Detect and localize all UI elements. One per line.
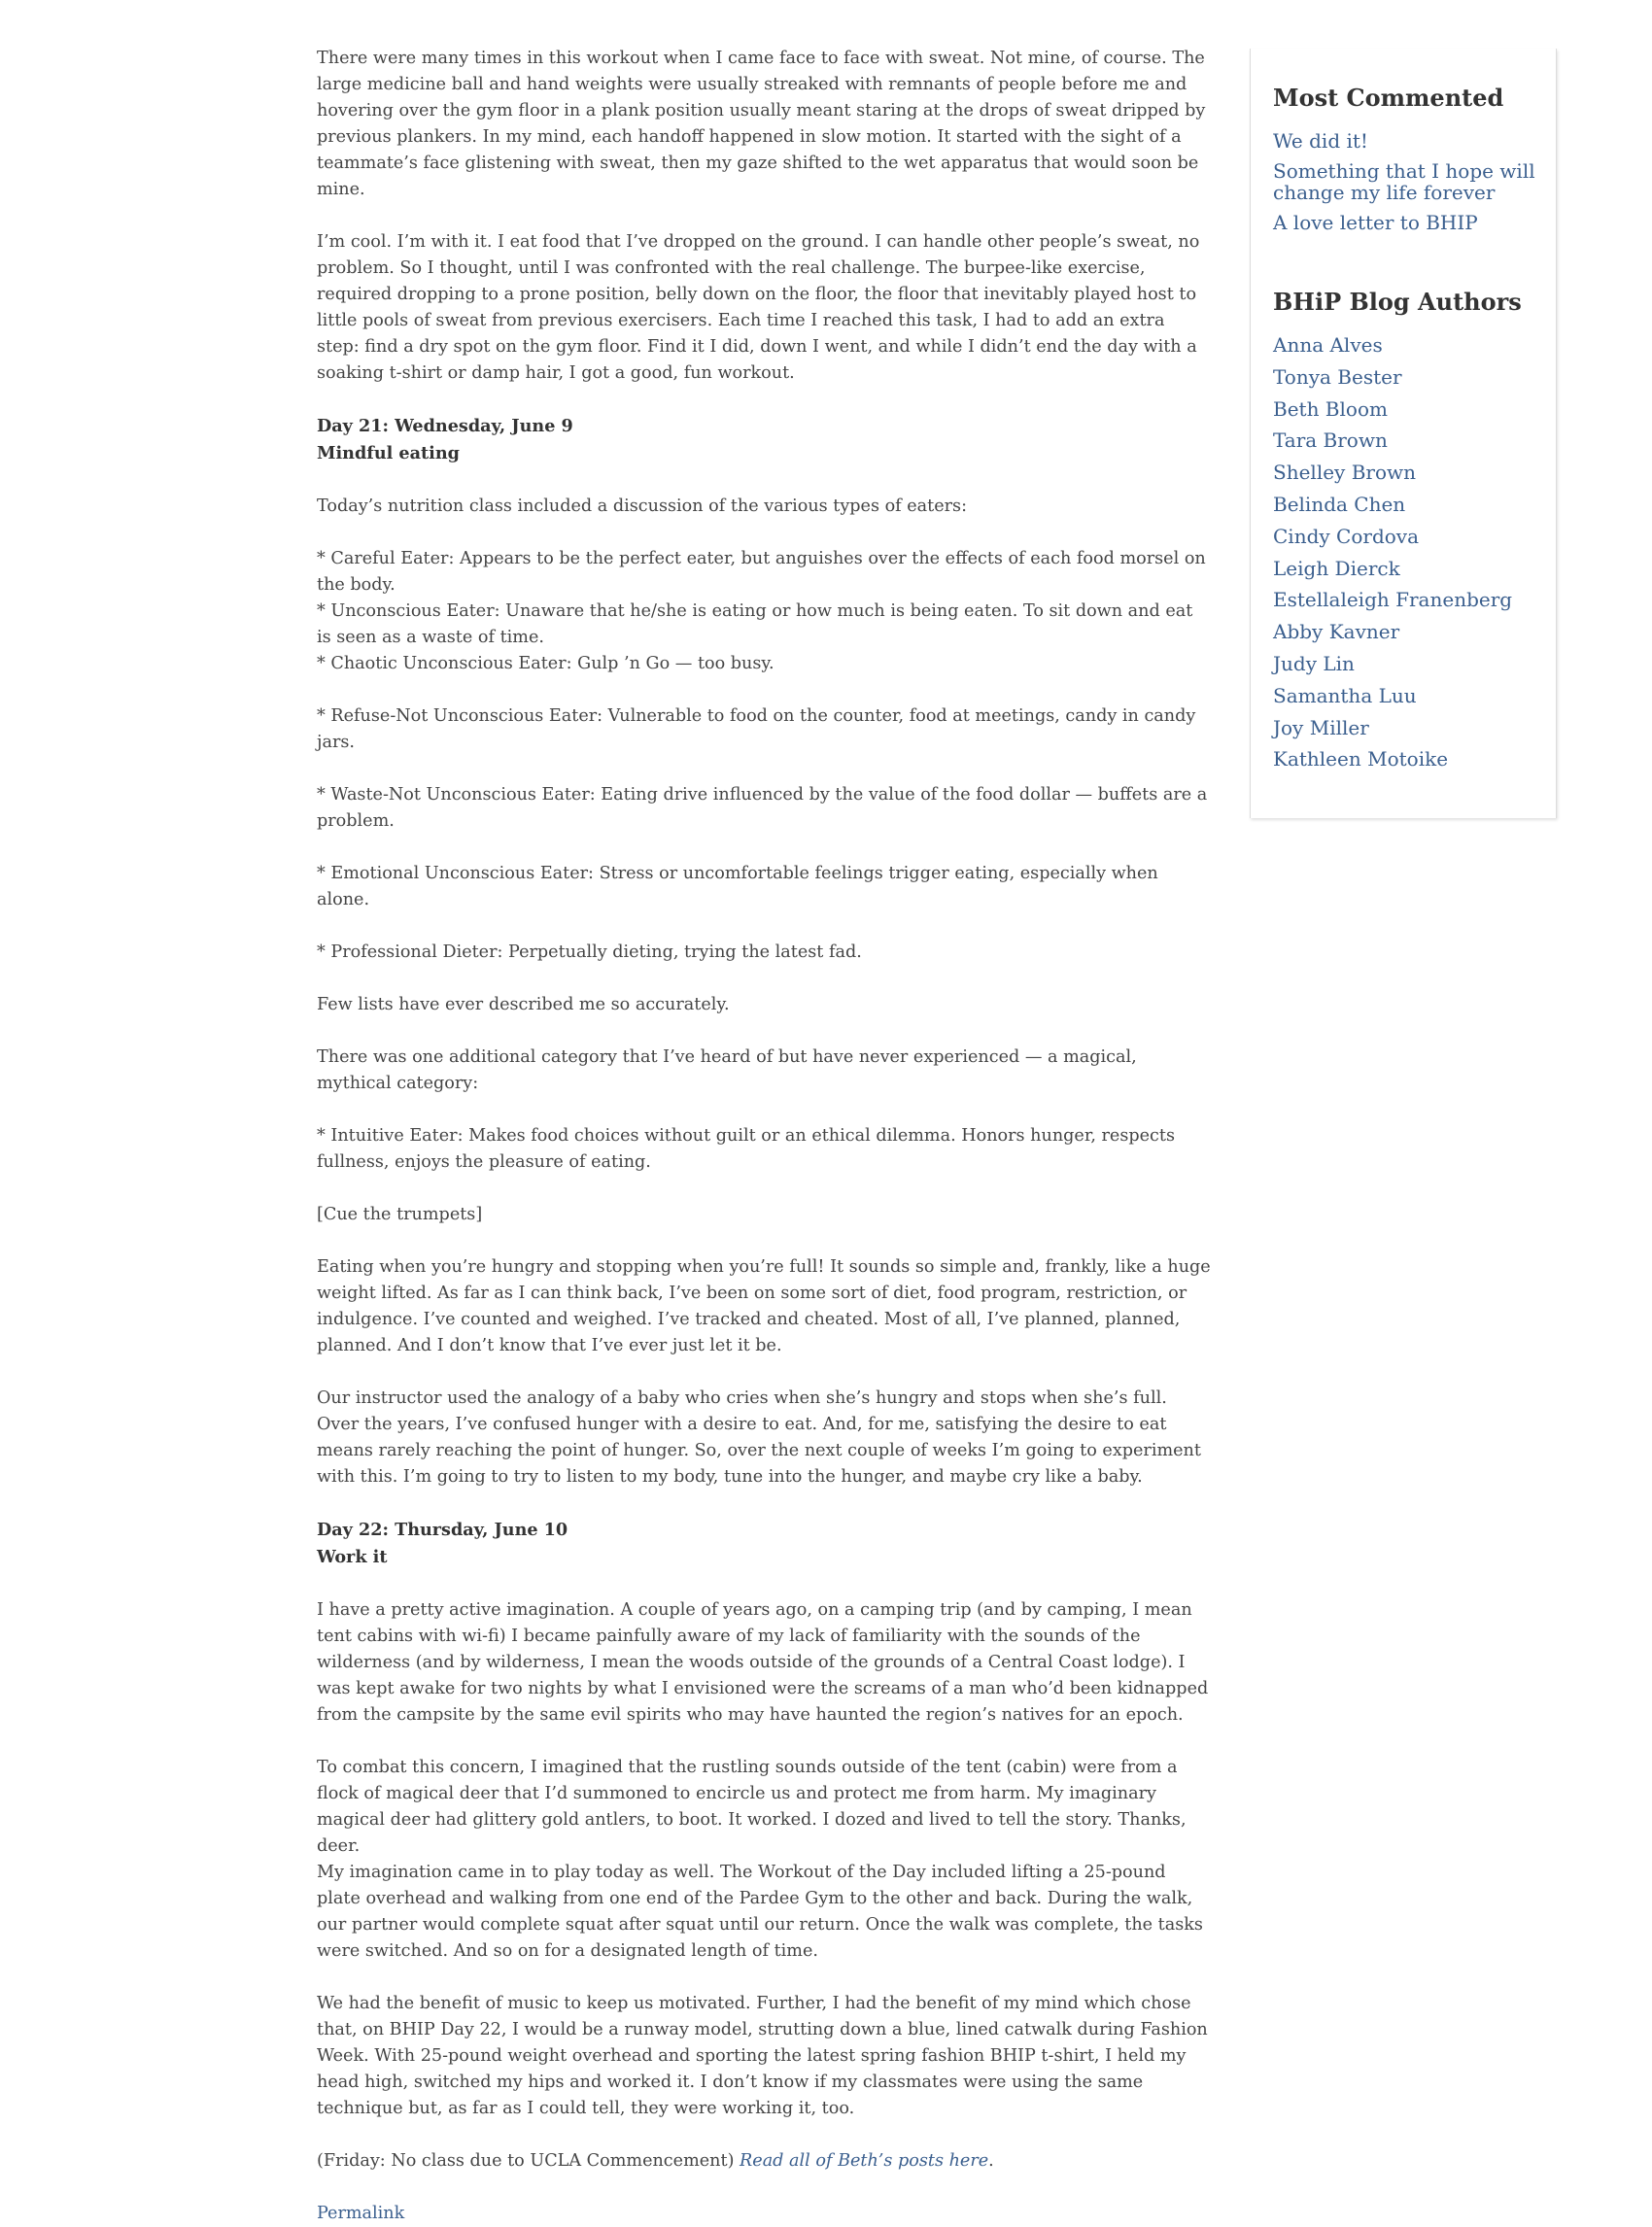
author-link[interactable]: Shelley Brown [1273,461,1417,485]
author-link[interactable]: Judy Lin [1273,651,1355,675]
paragraph: I have a pretty active imagination. A couple of years ago, on a camping trip (and by camping, I mean tent cabins with wi-fi) I became painfully aware of my lack of familiarity with the sounds of the wilderness (and by wilderness, I mean the woods outside of the grounds of a Central Coast lodge). I was kept awake for two nights by what I envisioned were the screams of a man who’d been kidnapped from the campsite by the same evil spirits who may have haunted the region’s natives for an epoch. [317,1600,1209,1725]
day-heading-block [317,1517,1211,1571]
paragraph: Today’s nutrition class included a discussion of the various types of eaters: [317,497,968,516]
list-item: * Refuse-Not Unconscious Eater: Vulnerable to food on the counter, food at meetings, candy in candy jars. [317,706,1196,752]
closing-period: . [988,2151,994,2171]
authors-title: BHiP Blog Authors [1273,288,1522,316]
list-item: * Waste-Not Unconscious Eater: Eating drive influenced by the value of the food dollar — buffets are a problem. [317,785,1208,831]
list-item [1273,717,1536,738]
list-item [1273,748,1536,770]
list-item [1273,526,1536,547]
author-link[interactable]: Tonya Bester [1273,364,1402,389]
list-item [1273,130,1536,152]
author-link[interactable]: Leigh Dierck [1273,556,1400,580]
list-item: * Emotional Unconscious Eater: Stress or uncomfortable feelings trigger eating, especially when alone. [317,864,1158,909]
author-link[interactable]: Abby Kavner [1273,620,1400,644]
read-all-posts-link[interactable]: Read all of Beth’s posts here [740,2151,989,2171]
list-item [1273,366,1536,388]
list-item [1273,429,1536,451]
list-item [1273,685,1536,706]
permalink-link[interactable]: Permalink [317,2204,405,2223]
list-item [1273,462,1536,483]
author-link[interactable]: Belinda Chen [1273,492,1406,516]
list-item: * Careful Eater: Appears to be the perfect eater, but anguishes over the effects of each food morsel on the body. [317,549,1206,595]
list-item [1273,212,1536,233]
blog-post-body [317,46,1211,2227]
paragraph: Eating when you’re hungry and stopping when you’re full! It sounds so simple and, frankly, like a huge weight lifted. As far as I can think back, I’ve been on some sort of diet, food program, restriction, or indulgence. I’ve counted and weighed. I’ve tracked and cheated. Most of all, I’ve planned, planned, planned. And I don’t know that I’ve ever just let it be. [317,1257,1211,1355]
paragraph: To combat this concern, I imagined that the rustling sounds outside of the tent (cabin) were from a flock of magical deer that I’d summoned to encircle us and protect me from harm. My imaginary magical deer had glittery gold antlers, to boot. It worked. I dozed and lived to tell the story. Thanks, deer. [317,1758,1187,1856]
day-heading: Day 21: Wednesday, June 9 [317,416,573,436]
author-link[interactable]: Tara Brown [1273,428,1388,453]
list-item [1273,334,1536,356]
list-item [1273,160,1536,203]
paragraph: Few lists have ever described me so accurately. [317,995,730,1014]
list-item [1273,621,1536,642]
list-item: * Intuitive Eater: Makes food choices without guilt or an ethical dilemma. Honors hunger, respects fullness, enjoys the pleasure of eating. [317,1126,1175,1172]
day-subheading: Mindful eating [317,443,460,463]
author-link[interactable]: Kathleen Motoike [1273,747,1449,771]
paragraph: There were many times in this workout when I came face to face with sweat. Not mine, of course. The large medicine ball and hand weights were usually streaked with remnants of people before me and hovering over the gym floor in a plank position usually meant staring at the drops of sweat dripped by previous plankers. In my mind, each handoff happened in slow motion. It started with the sight of a teammate’s face glistening with sweat, then my gaze shifted to the wet apparatus that would soon be mine. [317,49,1206,199]
author-link[interactable]: Joy Miller [1273,715,1369,739]
day-subheading: Work it [317,1547,388,1567]
closing-paragraph [317,2148,1211,2175]
author-link[interactable]: Beth Bloom [1273,396,1388,421]
paragraph: We had the benefit of music to keep us motivated. Further, I had the benefit of my mind which chose that, on BHIP Day 22, I would be a runway model, strutting down a blue, lined catwalk during Fashion Week. With 25-pound weight overhead and sporting the latest spring fashion BHIP t-shirt, I held my head high, switched my hips and worked it. I don’t know if my classmates were using the same technique but, as far as I could tell, they were working it, too. [317,1994,1208,2118]
author-link[interactable]: Samantha Luu [1273,683,1417,707]
list-item [1273,558,1536,579]
paragraph: There was one additional category that I’ve heard of but have never experienced — a magical, mythical category: [317,1047,1137,1093]
paragraph: I’m cool. I’m with it. I eat food that I’ve dropped on the ground. I can handle other people’s sweat, no problem. So I thought, until I was confronted with the real challenge. The burpee-like exercise, required dropping to a prone position, belly down on the floor, the floor that inevitably played host to little pools of sweat from previous exercisers. Each time I reached this task, I had to add an extra step: find a dry spot on the gym floor. Find it I did, down I went, and while I didn’t end the day with a soaking t-shirt or damp hair, I got a good, fun workout. [317,232,1200,383]
list-item: * Unconscious Eater: Unaware that he/she is eating or how much is being eaten. To sit down and eat is seen as a waste of time. [317,601,1193,647]
sidebar [1250,49,1557,818]
most-commented-link[interactable]: A love letter to BHIP [1273,211,1478,234]
paragraph: Our instructor used the analogy of a baby who cries when she’s hungry and stops when she’s full. Over the years, I’ve confused hunger with a desire to eat. And, for me, satisfying the desire to eat means rarely reaching the point of hunger. So, over the next couple of weeks I’m going to experiment with this. I’m going to try to listen to my body, tune into the hunger, and maybe cry like a baby. [317,1388,1201,1487]
sidebar-content [1273,84,1536,780]
most-commented-link[interactable]: We did it! [1273,129,1368,153]
most-commented-title: Most Commented [1273,84,1504,112]
paragraph: My imagination came in to play today as well. The Workout of the Day included lifting a 25-pound plate overhead and walking from one end of the Pardee Gym to the other and back. During the walk, our partner would complete squat after squat until our return. Once the walk was complete, the tasks were switched. And so on for a designated length of time. [317,1863,1203,1961]
list-item [1273,653,1536,674]
author-link[interactable]: Cindy Cordova [1273,524,1420,548]
closing-text: (Friday: No class due to UCLA Commencement) [317,2151,740,2171]
most-commented-list [1273,130,1536,233]
day-heading-block [317,413,1211,467]
paragraph: [Cue the trumpets] [317,1205,483,1224]
day-heading: Day 22: Thursday, June 10 [317,1520,568,1540]
author-link[interactable]: Anna Alves [1273,333,1383,357]
list-item [1273,589,1536,610]
authors-list [1273,334,1536,770]
list-item [1273,494,1536,515]
list-item [1273,398,1536,420]
author-link[interactable]: Estellaleigh Franenberg [1273,588,1513,612]
list-item: * Professional Dieter: Perpetually dieting, trying the latest fad. [317,942,862,962]
list-item: * Chaotic Unconscious Eater: Gulp ’n Go — too busy. [317,654,774,673]
most-commented-link[interactable]: Something that I hope will change my life forever [1273,159,1535,204]
